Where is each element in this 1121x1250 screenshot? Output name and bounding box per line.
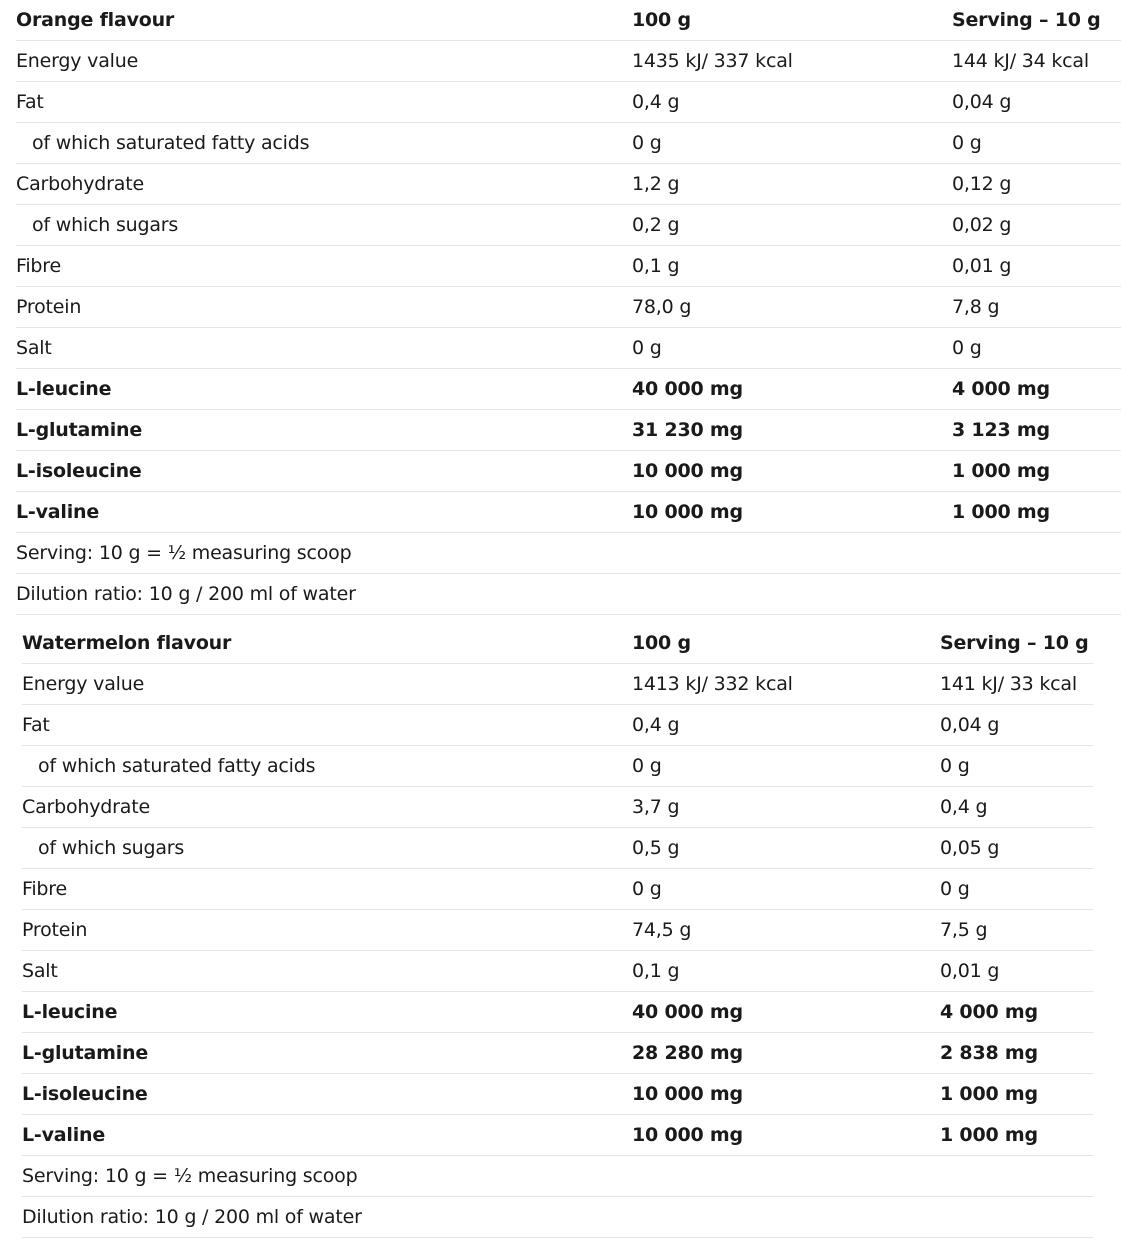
nutrient-label: Fibre	[22, 869, 632, 910]
table-row	[16, 492, 1121, 533]
value-per-100g: 10 000 mg	[632, 492, 952, 533]
value-per-serving: 1 000 mg	[952, 492, 1121, 533]
value-per-serving: 0,05 g	[940, 828, 1093, 869]
value-per-serving: 7,5 g	[940, 910, 1093, 951]
value-per-100g: 74,5 g	[632, 910, 940, 951]
serving-note: Serving: 10 g = ½ measuring scoop	[22, 1156, 1093, 1197]
value-per-serving: 1 000 mg	[952, 451, 1121, 492]
amino-acid-label: L-valine	[16, 492, 632, 533]
note-row	[22, 1156, 1093, 1197]
serving-note: Serving: 10 g = ½ measuring scoop	[16, 533, 1121, 574]
amino-acid-label: L-glutamine	[22, 1033, 632, 1074]
table-row	[16, 82, 1121, 123]
table-row	[16, 410, 1121, 451]
value-per-serving: 144 kJ/ 34 kcal	[952, 41, 1121, 82]
note-row	[16, 574, 1121, 615]
nutrient-label: Fat	[16, 82, 632, 123]
table-row	[22, 787, 1093, 828]
amino-acid-label: L-glutamine	[16, 410, 632, 451]
table-title: Watermelon flavour	[22, 623, 632, 664]
value-per-serving: 2 838 mg	[940, 1033, 1093, 1074]
table-row	[16, 246, 1121, 287]
nutrient-label: Carbohydrate	[16, 164, 632, 205]
table-row	[22, 910, 1093, 951]
dilution-note: Dilution ratio: 10 g / 200 ml of water	[22, 1197, 1093, 1238]
value-per-100g: 0,4 g	[632, 82, 952, 123]
value-per-100g: 0 g	[632, 123, 952, 164]
nutrient-sublabel: of which sugars	[16, 205, 632, 246]
table-header-row	[16, 0, 1121, 41]
table-row	[22, 664, 1093, 705]
value-per-serving: 0,02 g	[952, 205, 1121, 246]
value-per-100g: 0 g	[632, 869, 940, 910]
table-row	[22, 1033, 1093, 1074]
table-row	[22, 1115, 1093, 1156]
amino-acid-label: L-isoleucine	[22, 1074, 632, 1115]
nutrient-label: Protein	[16, 287, 632, 328]
table-row	[16, 205, 1121, 246]
value-per-serving: 141 kJ/ 33 kcal	[940, 664, 1093, 705]
table-row	[16, 451, 1121, 492]
value-per-100g: 0,2 g	[632, 205, 952, 246]
value-per-serving: 0 g	[940, 746, 1093, 787]
table-title: Orange flavour	[16, 0, 632, 41]
amino-acid-label: L-isoleucine	[16, 451, 632, 492]
table-row	[22, 869, 1093, 910]
nutrition-table-watermelon	[22, 623, 1093, 1238]
value-per-serving: 0 g	[940, 869, 1093, 910]
nutrient-label: Energy value	[22, 664, 632, 705]
nutrient-label: Carbohydrate	[22, 787, 632, 828]
nutrient-label: Fibre	[16, 246, 632, 287]
value-per-100g: 0,1 g	[632, 951, 940, 992]
column-header-per-100g: 100 g	[632, 623, 940, 664]
table-row	[22, 828, 1093, 869]
nutrient-label: Salt	[22, 951, 632, 992]
amino-acid-label: L-leucine	[22, 992, 632, 1033]
note-row	[22, 1197, 1093, 1238]
nutrient-sublabel: of which saturated fatty acids	[16, 123, 632, 164]
value-per-100g: 78,0 g	[632, 287, 952, 328]
amino-acid-label: L-valine	[22, 1115, 632, 1156]
table-row	[16, 164, 1121, 205]
table-row	[16, 328, 1121, 369]
value-per-100g: 1,2 g	[632, 164, 952, 205]
value-per-100g: 0 g	[632, 328, 952, 369]
amino-acid-label: L-leucine	[16, 369, 632, 410]
value-per-100g: 0,4 g	[632, 705, 940, 746]
nutrient-label: Salt	[16, 328, 632, 369]
nutrient-label: Fat	[22, 705, 632, 746]
table-row	[22, 951, 1093, 992]
value-per-100g: 0,1 g	[632, 246, 952, 287]
value-per-serving: 0,04 g	[940, 705, 1093, 746]
value-per-serving: 1 000 mg	[940, 1115, 1093, 1156]
dilution-note: Dilution ratio: 10 g / 200 ml of water	[16, 574, 1121, 615]
value-per-serving: 3 123 mg	[952, 410, 1121, 451]
value-per-100g: 1435 kJ/ 337 kcal	[632, 41, 952, 82]
column-header-serving: Serving – 10 g	[952, 0, 1121, 41]
value-per-100g: 10 000 mg	[632, 1074, 940, 1115]
value-per-100g: 0 g	[632, 746, 940, 787]
value-per-serving: 4 000 mg	[940, 992, 1093, 1033]
table-row	[16, 287, 1121, 328]
table-header-row	[22, 623, 1093, 664]
table-row	[16, 369, 1121, 410]
value-per-serving: 0,04 g	[952, 82, 1121, 123]
table-row	[22, 992, 1093, 1033]
value-per-100g: 40 000 mg	[632, 369, 952, 410]
value-per-100g: 10 000 mg	[632, 451, 952, 492]
value-per-serving: 0 g	[952, 123, 1121, 164]
table-row	[22, 746, 1093, 787]
value-per-100g: 40 000 mg	[632, 992, 940, 1033]
value-per-serving: 4 000 mg	[952, 369, 1121, 410]
nutrient-sublabel: of which sugars	[22, 828, 632, 869]
value-per-serving: 7,8 g	[952, 287, 1121, 328]
value-per-serving: 0,12 g	[952, 164, 1121, 205]
column-header-serving: Serving – 10 g	[940, 623, 1093, 664]
value-per-serving: 0,01 g	[940, 951, 1093, 992]
table-row	[16, 123, 1121, 164]
nutrient-label: Protein	[22, 910, 632, 951]
value-per-serving: 0 g	[952, 328, 1121, 369]
value-per-serving: 1 000 mg	[940, 1074, 1093, 1115]
value-per-100g: 28 280 mg	[632, 1033, 940, 1074]
table-row	[16, 41, 1121, 82]
nutrition-table-orange	[16, 0, 1121, 615]
table-row	[22, 1074, 1093, 1115]
value-per-serving: 0,4 g	[940, 787, 1093, 828]
value-per-100g: 31 230 mg	[632, 410, 952, 451]
nutrient-label: Energy value	[16, 41, 632, 82]
value-per-100g: 3,7 g	[632, 787, 940, 828]
value-per-serving: 0,01 g	[952, 246, 1121, 287]
column-header-per-100g: 100 g	[632, 0, 952, 41]
value-per-100g: 1413 kJ/ 332 kcal	[632, 664, 940, 705]
nutrient-sublabel: of which saturated fatty acids	[22, 746, 632, 787]
value-per-100g: 10 000 mg	[632, 1115, 940, 1156]
value-per-100g: 0,5 g	[632, 828, 940, 869]
note-row	[16, 533, 1121, 574]
table-row	[22, 705, 1093, 746]
